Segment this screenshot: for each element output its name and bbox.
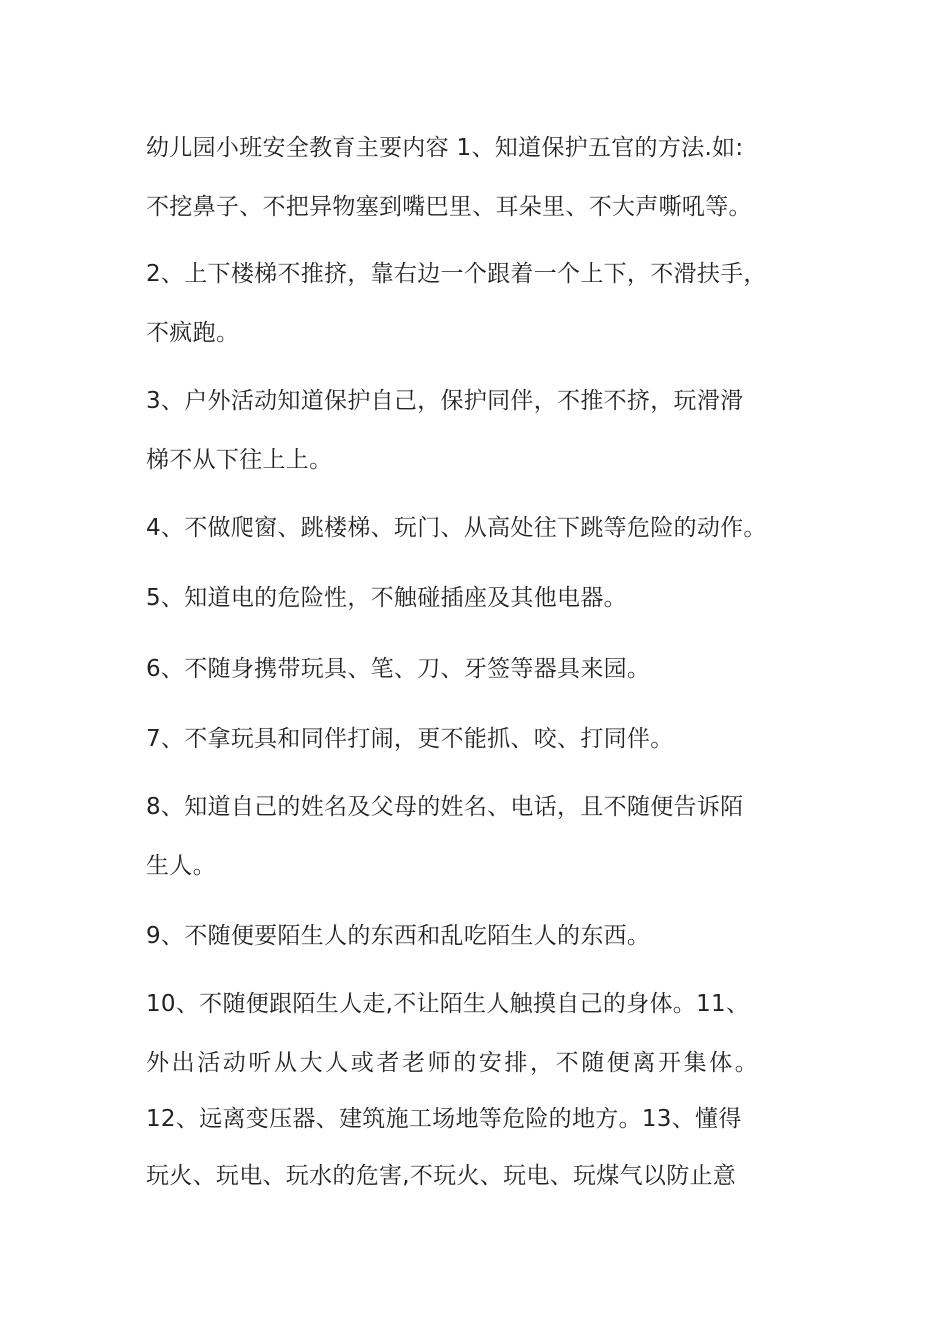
text-line-15: 外出活动听从大人或者老师的安排，不随便离开集体。 [146, 1050, 761, 1076]
text-line-1: 幼儿园小班安全教育主要内容 1、知道保护五官的方法.如: [146, 135, 744, 161]
text-line-6: 梯不从下往上上。 [146, 447, 333, 473]
text-line-4: 不疯跑。 [146, 320, 240, 346]
text-line-9: 6、不随身携带玩具、笔、刀、牙签等器具来园。 [146, 656, 651, 682]
text-line-2: 不挖鼻子、不把异物塞到嘴巴里、耳朵里、不大声嘶吼等。 [146, 194, 752, 220]
text-line-8: 5、知道电的危险性，不触碰插座及其他电器。 [146, 585, 627, 611]
text-line-16: 12、远离变压器、建筑施工场地等危险的地方。13、懂得 [146, 1106, 742, 1132]
text-line-14: 10、不随便跟陌生人走,不让陌生人触摸自己的身体。11、 [146, 991, 750, 1017]
text-line-10: 7、不拿玩具和同伴打闹，更不能抓、咬、打同伴。 [146, 726, 674, 752]
text-line-11: 8、知道自己的姓名及父母的姓名、电话，且不随便告诉陌 [146, 794, 744, 820]
text-line-12: 生人。 [146, 853, 216, 879]
text-line-7: 4、不做爬窗、跳楼梯、玩门、从高处往下跳等危险的动作。 [146, 515, 767, 541]
text-line-17: 玩火、玩电、玩水的危害,不玩火、玩电、玩煤气以防止意 [146, 1163, 737, 1189]
text-line-13: 9、不随便要陌生人的东西和乱吃陌生人的东西。 [146, 923, 651, 949]
text-line-5: 3、户外活动知道保护自己，保护同伴，不推不挤，玩滑滑 [146, 388, 744, 414]
text-line-3: 2、上下楼梯不推挤，靠右边一个跟着一个上下，不滑扶手， [146, 261, 767, 287]
